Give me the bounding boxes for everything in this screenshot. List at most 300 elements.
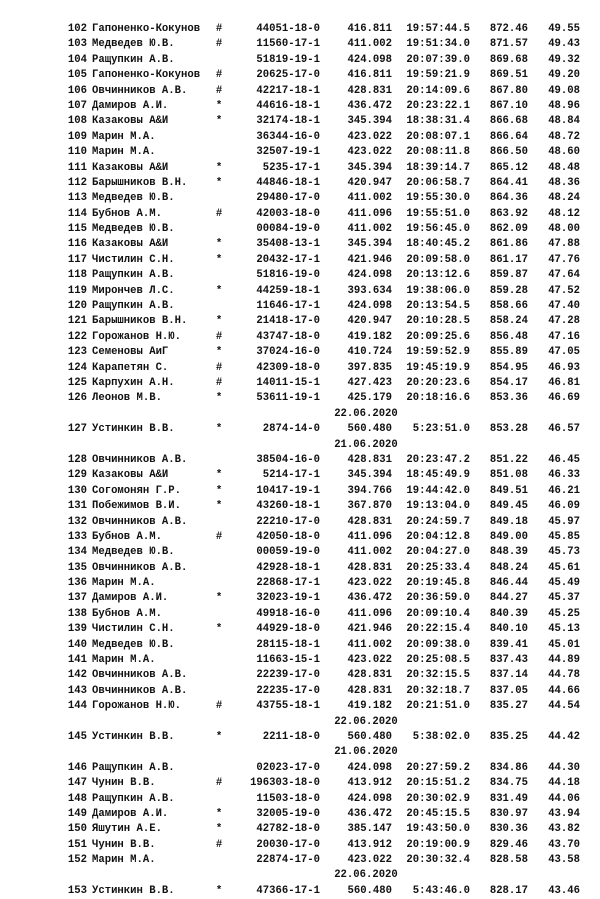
table-row: [0, 638, 600, 653]
speed: 863.92: [489, 207, 528, 220]
ring-number: 22210-17-0: [256, 515, 320, 528]
speed: 864.41: [489, 176, 528, 189]
place-number: 113: [67, 192, 87, 205]
speed: 834.86: [489, 761, 528, 774]
arrival-time: 20:32:18.7: [406, 684, 470, 697]
arrival-time: 19:56:45.0: [406, 223, 470, 236]
coefficient: 49.32: [548, 53, 580, 66]
place-number: 111: [67, 161, 87, 174]
table-row: [0, 268, 600, 283]
place-number: 146: [67, 761, 87, 774]
distance: 411.002: [347, 223, 392, 236]
coefficient: 47.52: [548, 284, 580, 297]
distance: 420.947: [347, 315, 392, 328]
arrival-time: 5:38:02.0: [412, 730, 470, 743]
fancier-name: Согомонян Г.Р.: [92, 484, 182, 497]
distance: 436.472: [347, 592, 392, 605]
coefficient: 45.97: [548, 515, 580, 528]
speed: 872.46: [489, 23, 528, 35]
place-number: 105: [67, 69, 87, 82]
table-row: [0, 545, 600, 560]
place-number: 134: [67, 546, 87, 559]
arrival-time: 20:04:27.0: [406, 546, 470, 559]
status-mark: *: [215, 423, 223, 436]
speed: 839.41: [489, 638, 528, 651]
place-number: 123: [67, 346, 87, 359]
place-number: 122: [67, 330, 87, 343]
fancier-name: Чистилин С.Н.: [92, 623, 175, 636]
ring-number: 11560-17-1: [256, 38, 320, 51]
speed: 848.39: [489, 546, 528, 559]
table-row: [0, 145, 600, 160]
table-row: [0, 361, 600, 376]
status-mark: #: [215, 530, 223, 543]
arrival-time: 19:57:44.5: [406, 23, 470, 35]
distance: 419.182: [347, 700, 392, 713]
distance: 411.002: [347, 638, 392, 651]
place-number: 136: [67, 577, 87, 590]
place-number: 110: [67, 146, 87, 159]
fancier-name: Горожанов Н.Ю.: [92, 330, 182, 343]
ring-number: 2874-14-0: [262, 423, 320, 436]
table-row: [0, 699, 600, 714]
arrival-time: 20:08:07.1: [406, 130, 470, 143]
table-row: [0, 530, 600, 545]
coefficient: 48.84: [548, 115, 580, 128]
speed: 867.80: [489, 84, 528, 97]
arrival-time: 18:38:31.4: [406, 115, 470, 128]
place-number: 137: [67, 592, 87, 605]
table-row: [0, 499, 600, 514]
ring-number: 38504-16-0: [256, 453, 320, 466]
status-mark: #: [215, 376, 223, 389]
fancier-name: Гапоненко-Кокунов: [92, 23, 201, 35]
distance: 424.098: [347, 761, 392, 774]
distance: 345.394: [347, 115, 392, 128]
fancier-name: Казаковы А&И: [92, 469, 169, 482]
distance: 423.022: [347, 654, 392, 667]
place-number: 121: [67, 315, 87, 328]
fancier-name: Марин М.А.: [92, 577, 156, 590]
place-number: 120: [67, 300, 87, 313]
place-number: 125: [67, 376, 87, 389]
place-number: 112: [67, 176, 87, 189]
fancier-name: Медведев Ю.В.: [92, 546, 175, 559]
coefficient: 49.08: [548, 84, 580, 97]
speed: 828.17: [489, 884, 528, 897]
arrival-time: 20:27:59.2: [406, 761, 470, 774]
ring-number: 53611-19-1: [256, 392, 320, 405]
date-label: 22.06.2020: [334, 869, 398, 882]
coefficient: 47.05: [548, 346, 580, 359]
arrival-time: 20:19:45.8: [406, 577, 470, 590]
fancier-name: Дамиров А.И.: [92, 592, 169, 605]
coefficient: 45.01: [548, 638, 580, 651]
table-row: [0, 284, 600, 299]
arrival-time: 20:10:28.5: [406, 315, 470, 328]
ring-number: 42782-18-0: [256, 823, 320, 836]
table-row: [0, 376, 600, 391]
table-row: [0, 668, 600, 683]
table-row: [0, 299, 600, 314]
ring-number: 42217-18-1: [256, 84, 320, 97]
ring-number: 35408-13-1: [256, 238, 320, 251]
fancier-name: Дамиров А.И.: [92, 807, 169, 820]
distance: 367.870: [347, 500, 392, 513]
coefficient: 49.55: [548, 23, 580, 35]
speed: 851.22: [489, 453, 528, 466]
status-mark: *: [215, 500, 223, 513]
ring-number: 51819-19-1: [256, 53, 320, 66]
fancier-name: Леонов М.В.: [92, 392, 162, 405]
ring-number: 42050-18-0: [256, 530, 320, 543]
place-number: 102: [67, 23, 87, 35]
coefficient: 44.54: [548, 700, 580, 713]
coefficient: 48.48: [548, 161, 580, 174]
table-row: [0, 884, 600, 899]
coefficient: 43.70: [548, 838, 580, 851]
table-row: [0, 591, 600, 606]
status-mark: *: [215, 99, 223, 112]
place-number: 117: [67, 253, 87, 266]
arrival-time: 20:32:15.5: [406, 669, 470, 682]
table-row: [0, 22, 600, 37]
arrival-time: 19:55:30.0: [406, 192, 470, 205]
ring-number: 11646-17-1: [256, 300, 320, 313]
ring-number: 21418-17-0: [256, 315, 320, 328]
arrival-time: 20:30:02.9: [406, 792, 470, 805]
table-row: [0, 422, 600, 437]
fancier-name: Барышников В.Н.: [92, 315, 188, 328]
coefficient: 45.73: [548, 546, 580, 559]
speed: 849.00: [489, 530, 528, 543]
coefficient: 43.46: [548, 884, 580, 897]
fancier-name: Овчинников А.В.: [92, 453, 188, 466]
speed: 844.27: [489, 592, 528, 605]
coefficient: 44.18: [548, 777, 580, 790]
arrival-time: 20:13:54.5: [406, 300, 470, 313]
coefficient: 47.16: [548, 330, 580, 343]
arrival-time: 20:23:22.1: [406, 99, 470, 112]
coefficient: 47.40: [548, 300, 580, 313]
ring-number: 32005-19-0: [256, 807, 320, 820]
place-number: 115: [67, 223, 87, 236]
status-mark: #: [215, 84, 223, 97]
arrival-time: 19:55:51.0: [406, 207, 470, 220]
distance: 397.835: [347, 361, 392, 374]
place-number: 144: [67, 700, 87, 713]
speed: 862.09: [489, 223, 528, 236]
status-mark: *: [215, 392, 223, 405]
ring-number: 20432-17-1: [256, 253, 320, 266]
status-mark: *: [215, 823, 223, 836]
table-row: [0, 684, 600, 699]
status-mark: *: [215, 884, 223, 897]
status-mark: #: [215, 361, 223, 374]
ring-number: 32507-19-1: [256, 146, 320, 159]
speed: 859.28: [489, 284, 528, 297]
status-mark: *: [215, 238, 223, 251]
speed: 834.75: [489, 777, 528, 790]
table-row: [0, 330, 600, 345]
speed: 830.97: [489, 807, 528, 820]
distance: 421.946: [347, 623, 392, 636]
distance: 424.098: [347, 300, 392, 313]
coefficient: 44.78: [548, 669, 580, 682]
distance: 425.179: [347, 392, 392, 405]
ring-number: 02023-17-0: [256, 761, 320, 774]
table-row: [0, 68, 600, 83]
coefficient: 48.72: [548, 130, 580, 143]
arrival-time: 19:44:42.0: [406, 484, 470, 497]
coefficient: 45.13: [548, 623, 580, 636]
distance: 428.831: [347, 684, 392, 697]
distance: 436.472: [347, 807, 392, 820]
place-number: 104: [67, 53, 87, 66]
date-separator: [0, 438, 600, 453]
speed: 835.27: [489, 700, 528, 713]
results-table: [0, 22, 600, 899]
arrival-time: 19:59:21.9: [406, 69, 470, 82]
ring-number: 42309-18-0: [256, 361, 320, 374]
coefficient: 46.81: [548, 376, 580, 389]
place-number: 108: [67, 115, 87, 128]
ring-number: 5214-17-1: [262, 469, 320, 482]
place-number: 106: [67, 84, 87, 97]
fancier-name: Марин М.А.: [92, 146, 156, 159]
arrival-time: 19:13:04.0: [406, 500, 470, 513]
place-number: 124: [67, 361, 87, 374]
speed: 858.66: [489, 300, 528, 313]
fancier-name: Овчинников А.В.: [92, 561, 188, 574]
coefficient: 46.57: [548, 423, 580, 436]
place-number: 130: [67, 484, 87, 497]
ring-number: 44846-18-1: [256, 176, 320, 189]
ring-number: 22235-17-0: [256, 684, 320, 697]
table-row: [0, 607, 600, 622]
arrival-time: 20:14:09.6: [406, 84, 470, 97]
status-mark: *: [215, 807, 223, 820]
coefficient: 48.60: [548, 146, 580, 159]
distance: 428.831: [347, 561, 392, 574]
place-number: 148: [67, 792, 87, 805]
arrival-time: 20:19:00.9: [406, 838, 470, 851]
distance: 423.022: [347, 130, 392, 143]
coefficient: 46.21: [548, 484, 580, 497]
table-row: [0, 622, 600, 637]
place-number: 138: [67, 607, 87, 620]
date-label: 21.06.2020: [334, 746, 398, 759]
fancier-name: Казаковы А&И: [92, 238, 169, 251]
arrival-time: 20:25:33.4: [406, 561, 470, 574]
coefficient: 46.69: [548, 392, 580, 405]
table-row: [0, 84, 600, 99]
coefficient: 46.09: [548, 500, 580, 513]
place-number: 119: [67, 284, 87, 297]
speed: 871.57: [489, 38, 528, 51]
table-row: [0, 453, 600, 468]
place-number: 107: [67, 99, 87, 112]
distance: 345.394: [347, 469, 392, 482]
place-number: 114: [67, 207, 87, 220]
coefficient: 44.66: [548, 684, 580, 697]
ring-number: 44929-18-0: [256, 623, 320, 636]
distance: 393.634: [347, 284, 392, 297]
status-mark: #: [215, 69, 223, 82]
arrival-time: 20:07:39.0: [406, 53, 470, 66]
table-row: [0, 484, 600, 499]
fancier-name: Марин М.А.: [92, 854, 156, 867]
distance: 428.831: [347, 453, 392, 466]
speed: 858.24: [489, 315, 528, 328]
speed: 835.25: [489, 730, 528, 743]
arrival-time: 19:59:52.9: [406, 346, 470, 359]
arrival-time: 20:23:47.2: [406, 453, 470, 466]
fancier-name: Горожанов Н.Ю.: [92, 700, 182, 713]
ring-number: 2211-18-0: [262, 730, 320, 743]
table-row: [0, 99, 600, 114]
place-number: 103: [67, 38, 87, 51]
table-row: [0, 314, 600, 329]
coefficient: 43.58: [548, 854, 580, 867]
coefficient: 45.85: [548, 530, 580, 543]
arrival-time: 20:25:08.5: [406, 654, 470, 667]
coefficient: 47.88: [548, 238, 580, 251]
coefficient: 45.49: [548, 577, 580, 590]
date-label: 21.06.2020: [334, 438, 398, 451]
speed: 840.10: [489, 623, 528, 636]
date-separator: [0, 407, 600, 422]
distance: 345.394: [347, 238, 392, 251]
ring-number: 44051-18-0: [256, 23, 320, 35]
distance: 385.147: [347, 823, 392, 836]
place-number: 142: [67, 669, 87, 682]
coefficient: 49.20: [548, 69, 580, 82]
place-number: 109: [67, 130, 87, 143]
status-mark: #: [215, 38, 223, 51]
status-mark: *: [215, 592, 223, 605]
distance: 423.022: [347, 577, 392, 590]
table-row: [0, 114, 600, 129]
distance: 423.022: [347, 854, 392, 867]
place-number: 131: [67, 500, 87, 513]
arrival-time: 20:18:16.6: [406, 392, 470, 405]
fancier-name: Медведев Ю.В.: [92, 223, 175, 236]
ring-number: 20030-17-0: [256, 838, 320, 851]
fancier-name: Чунин В.В.: [92, 777, 156, 790]
place-number: 152: [67, 854, 87, 867]
ring-number: 42928-18-1: [256, 561, 320, 574]
speed: 837.14: [489, 669, 528, 682]
place-number: 141: [67, 654, 87, 667]
fancier-name: Овчинников А.В.: [92, 515, 188, 528]
speed: 854.95: [489, 361, 528, 374]
status-mark: #: [215, 838, 223, 851]
ring-number: 14011-15-1: [256, 376, 320, 389]
arrival-time: 18:40:45.2: [406, 238, 470, 251]
arrival-time: 20:36:59.0: [406, 592, 470, 605]
fancier-name: Устинкин В.В.: [92, 423, 175, 436]
distance: 416.811: [347, 69, 392, 82]
distance: 411.002: [347, 38, 392, 51]
arrival-time: 19:38:06.0: [406, 284, 470, 297]
speed: 859.87: [489, 269, 528, 282]
ring-number: 43747-18-0: [256, 330, 320, 343]
place-number: 145: [67, 730, 87, 743]
coefficient: 49.43: [548, 38, 580, 51]
fancier-name: Марин М.А.: [92, 130, 156, 143]
speed: 831.49: [489, 792, 528, 805]
ring-number: 11503-18-0: [256, 792, 320, 805]
distance: 560.480: [347, 730, 392, 743]
distance: 394.766: [347, 484, 392, 497]
distance: 411.096: [347, 607, 392, 620]
status-mark: *: [215, 253, 223, 266]
speed: 853.28: [489, 423, 528, 436]
table-row: [0, 807, 600, 822]
distance: 413.912: [347, 777, 392, 790]
arrival-time: 20:13:12.6: [406, 269, 470, 282]
speed: 849.51: [489, 484, 528, 497]
distance: 424.098: [347, 53, 392, 66]
speed: 854.17: [489, 376, 528, 389]
coefficient: 44.06: [548, 792, 580, 805]
table-row: [0, 822, 600, 837]
coefficient: 46.93: [548, 361, 580, 374]
speed: 866.64: [489, 130, 528, 143]
fancier-name: Яшутин А.Е.: [92, 823, 162, 836]
arrival-time: 20:04:12.8: [406, 530, 470, 543]
speed: 861.17: [489, 253, 528, 266]
distance: 428.831: [347, 669, 392, 682]
status-mark: *: [215, 346, 223, 359]
fancier-name: Ращупкин А.В.: [92, 53, 175, 66]
ring-number: 11663-15-1: [256, 654, 320, 667]
speed: 869.51: [489, 69, 528, 82]
distance: 428.831: [347, 515, 392, 528]
fancier-name: Медведев Ю.В.: [92, 638, 175, 651]
fancier-name: Ращупкин А.В.: [92, 300, 175, 313]
speed: 861.86: [489, 238, 528, 251]
coefficient: 46.45: [548, 453, 580, 466]
ring-number: 22868-17-1: [256, 577, 320, 590]
distance: 436.472: [347, 99, 392, 112]
coefficient: 47.76: [548, 253, 580, 266]
date-label: 22.06.2020: [334, 715, 398, 728]
speed: 853.36: [489, 392, 528, 405]
distance: 427.423: [347, 376, 392, 389]
coefficient: 47.28: [548, 315, 580, 328]
arrival-time: 19:43:50.0: [406, 823, 470, 836]
coefficient: 47.64: [548, 269, 580, 282]
ring-number: 37024-16-0: [256, 346, 320, 359]
arrival-time: 20:15:51.2: [406, 777, 470, 790]
table-row: [0, 730, 600, 745]
arrival-time: 20:09:38.0: [406, 638, 470, 651]
place-number: 127: [67, 423, 87, 436]
coefficient: 44.30: [548, 761, 580, 774]
fancier-name: Семеновы АиГ: [92, 346, 169, 359]
speed: 830.36: [489, 823, 528, 836]
coefficient: 45.61: [548, 561, 580, 574]
table-row: [0, 237, 600, 252]
ring-number: 51816-19-0: [256, 269, 320, 282]
fancier-name: Побежимов В.И.: [92, 500, 182, 513]
coefficient: 44.42: [548, 730, 580, 743]
fancier-name: Овчинников А.В.: [92, 684, 188, 697]
table-row: [0, 191, 600, 206]
speed: 856.48: [489, 330, 528, 343]
